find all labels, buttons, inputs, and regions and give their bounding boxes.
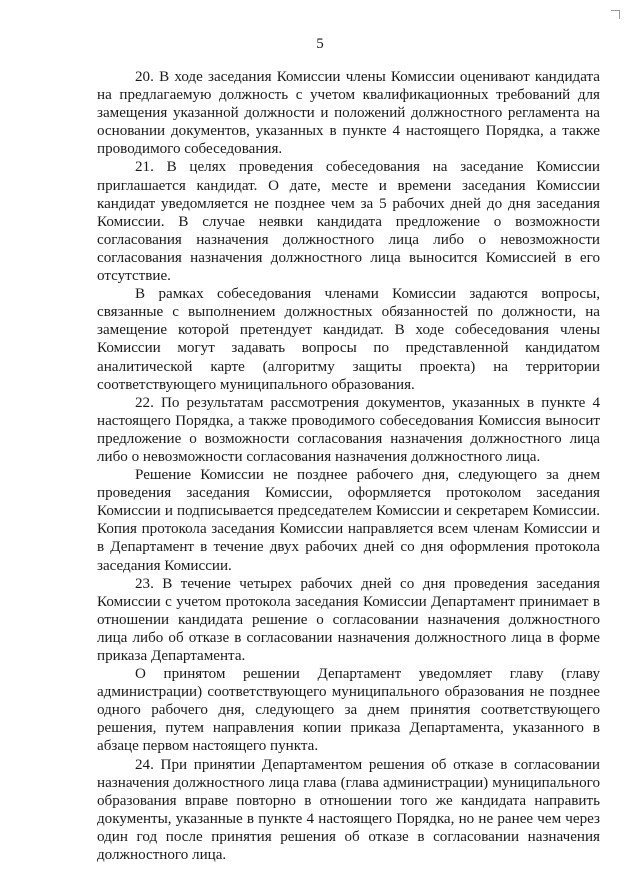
document-body [97,68,600,864]
paragraph-23: 23. В течение четырех рабочих дней со дня проведения заседания Комиссии с учетом протокола заседания Комиссии Департамент принимает в отношении кандидата решение о согласовании назначения должностного лица либо об отказе в согласовании назначения должностного лица в форме приказа Департамента. [97,575,600,664]
paragraph-20: 20. В ходе заседания Комиссии члены Комиссии оценивают кандидата на предлагаемую должность с учетом квалификационных требований для замещения указанной должности и положений должностного регламента на основании документов, указанных в пункте 4 настоящего Порядка, а также проводимого собеседования. [97,69,600,158]
paragraph-24: 24. При принятии Департаментом решения об отказе в согласовании назначения должностного лица глава (глава администрации) муниципального образования вправе повторно в отношении того же кандидата направить документы, указанные в пункте 4 настоящего Порядка, но не ранее чем через один год после принятия решения об отказе в согласовании назначения должностного лица. [97,756,600,864]
paragraph-21-interview: В рамках собеседования членами Комиссии задаются вопросы, связанные с выполнением должностных обязанностей по должности, на замещение которой претендует кандидат. В ходе собеседования члены Комиссии могут задавать вопросы по представленной кандидатом аналитической карте (алгоритму защиты проекта) на территории соответствующего муниципального образования. [97,286,600,393]
paragraph-22-decision: Решение Комиссии не позднее рабочего дня, следующего за днем проведения заседания Комиссии, оформляется протоколом заседания Комиссии и подписывается председателем Комиссии и секретарем Комиссии. Копия протокола заседания Комиссии направляется всем членам Комиссии и в Департамент в течение двух рабочих дней со дня оформления протокола заседания Комиссии. [97,467,600,574]
page-number: 5 [316,36,324,52]
paragraph-23-notification: О принятом решении Департамент уведомляет главу (главу администрации) соответствующего муниципального образования не позднее одного рабочего дня, следующего за днем принятия соответствующего решения, путем направления копии приказа Департамента, указанного в абзаце первом настоящего пункта. [97,666,600,755]
scan-corner-mark [611,10,620,19]
paragraph-21: 21. В целях проведения собеседования на заседание Комиссии приглашается кандидат. О дате, месте и времени заседания Комиссии кандидат уведомляется не позднее чем за 5 рабочих дней до дня заседания Комиссии. В случае неявки кандидата предложение о возможности согласования назначения должностного лица либо о невозможности согласования назначения должностного лица выносится Комиссией в его отсутствие. [97,159,600,285]
paragraph-22: 22. По результатам рассмотрения документов, указанных в пункте 4 настоящего Порядка, а также проводимого собеседования Комиссия выносит предложение о возможности согласования назначения должностного лица либо о невозможности согласования назначения должностного лица. [97,394,600,465]
